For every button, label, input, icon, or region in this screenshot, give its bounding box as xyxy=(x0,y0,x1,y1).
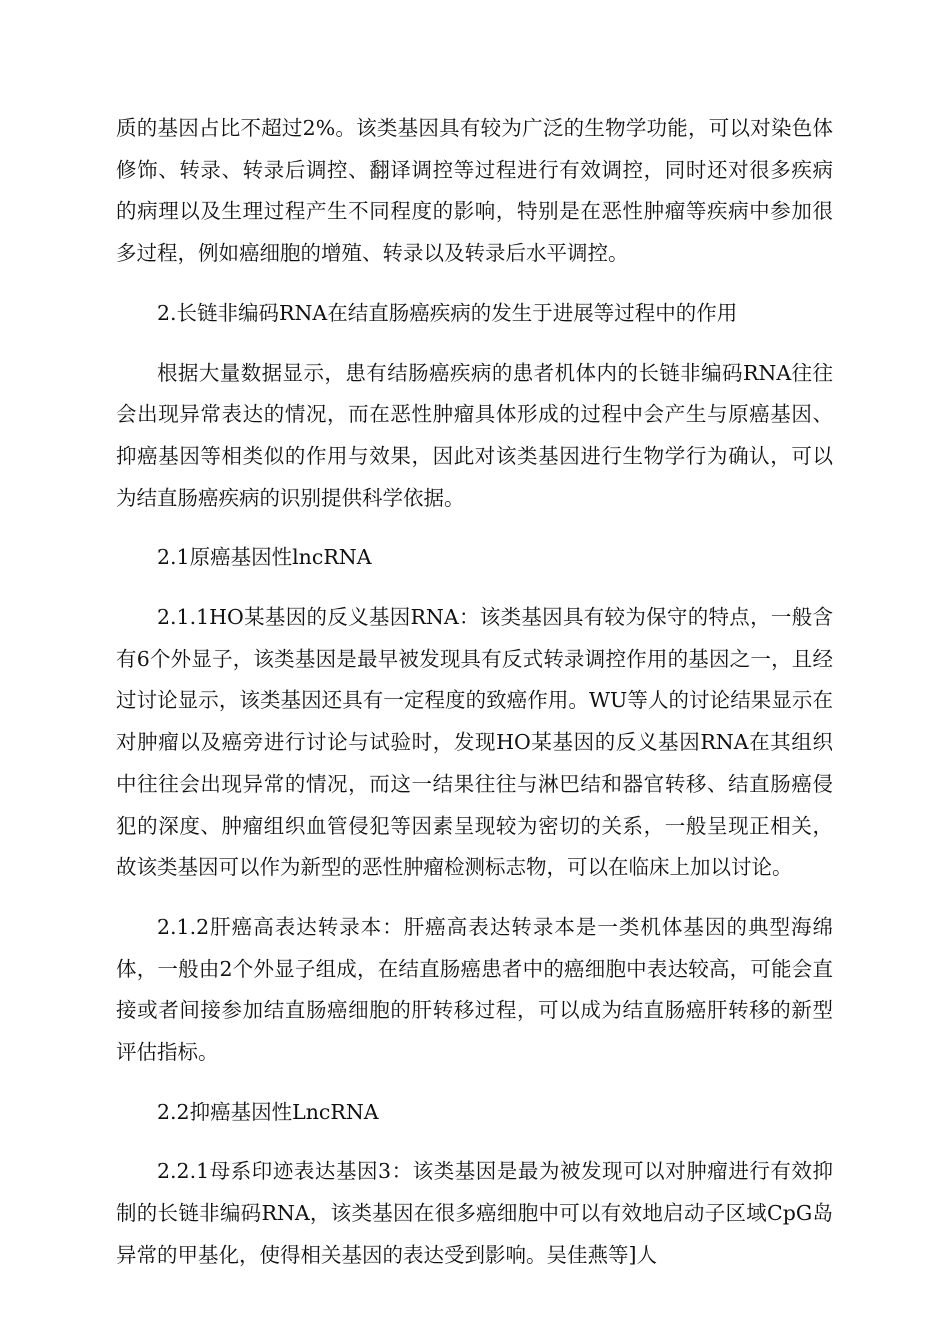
body-paragraph-2-2-1: 2.2.1母系印迹表达基因3：该类基因是最为被发现可以对肿瘤进行有效抑制的长链非编码RNA，该类基因在很多癌细胞中可以有效地启动子区域CpG岛异常的甲基化，使得相关基因的表达受到影响。吴佳燕等]人 xyxy=(116,1159,833,1267)
document-page xyxy=(116,108,833,1295)
body-paragraph-2-1-2: 2.1.2肝癌高表达转录本：肝癌高表达转录本是一类机体基因的典型海绵体，一般由2个外显子组成，在结直肠癌患者中的癌细胞中表达较高，可能会直接或者间接参加结直肠癌细胞的肝转移过程，可以成为结直肠癌肝转移的新型评估指标。 xyxy=(116,914,833,1065)
body-paragraph-1: 质的基因占比不超过2%。该类基因具有较为广泛的生物学功能，可以对染色体修饰、转录、转录后调控、翻译调控等过程进行有效调控，同时还对很多疾病的病理以及生理过程产生不同程度的影响，特别是在恶性肿瘤等疾病中参加很多过程，例如癌细胞的增殖、转录以及转录后水平调控。 xyxy=(116,116,833,266)
body-paragraph-2: 根据大量数据显示，患有结肠癌疾病的患者机体内的长链非编码RNA往往会出现异常表达的情况，而在恶性肿瘤具体形成的过程中会产生与原癌基因、抑癌基因等相类似的作用与效果，因此对该类基因进行生物学行为确认，可以为结直肠癌疾病的识别提供科学依据。 xyxy=(116,360,833,510)
subsection-heading-2-1: 2.1原癌基因性lncRNA xyxy=(157,545,372,570)
section-heading-2: 2.长链非编码RNA在结直肠癌疾病的发生于进展等过程中的作用 xyxy=(157,300,738,325)
subsection-heading-2-2: 2.2抑癌基因性LncRNA xyxy=(157,1099,379,1124)
body-paragraph-2-1-1: 2.1.1HO某基因的反义基因RNA：该类基因具有较为保守的特点，一般含有6个外显子，该类基因是最早被发现具有反式转录调控作用的基因之一，且经过讨论显示，该类基因还具有一定程度的致癌作用。WU等人的讨论结果显示在对肿瘤以及癌旁进行讨论与试验时，发现HO某基因的反义基因RNA在其组织中往往会出现异常的情况，而这一结果往往与淋巴结和器官转移、结直肠癌侵犯的深度、肿瘤组织血管侵犯等因素呈现较为密切的关系，一般呈现正相关，故该类基因可以作为新型的恶性肿瘤检测标志物，可以在临床上加以讨论。 xyxy=(116,605,833,880)
